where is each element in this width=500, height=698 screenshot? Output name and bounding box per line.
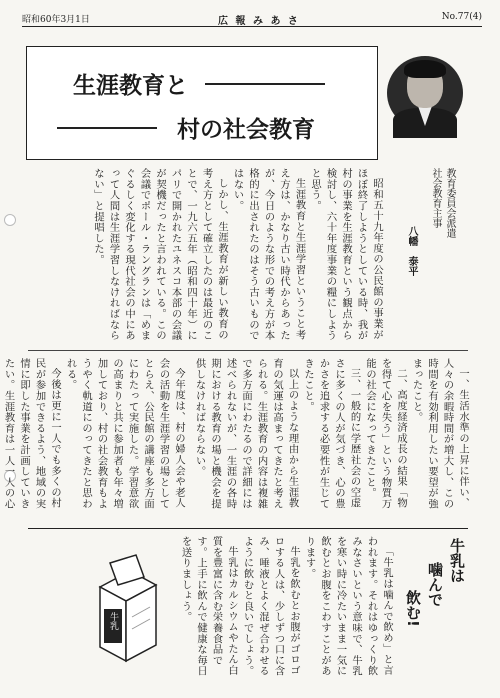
header-issue: No.77(4) — [441, 12, 482, 22]
author-name: 八幡 泰平 — [406, 226, 417, 276]
carton-label: 牛乳 — [108, 612, 118, 630]
paragraph: 一、生活水準の上昇に伴い、人々の余暇時間が増大し、この時間を有効利用したい要望が強まったこと。 — [410, 358, 469, 510]
paragraph: 「牛乳は噛んで飲め」と言われます。それはゆっくり飲みなさいという意味で、牛乳を寒い時に冷たいまま一気に飲むとお腹をこわすことがあります。 — [303, 536, 393, 677]
article-upper-left — [32, 168, 384, 344]
milk-heading-1: 牛乳は — [448, 538, 466, 583]
paragraph: しかし、生涯教育が新しい教育の考え方として確立したのは最近のことで、一九六五年（昭和四十年）にパリで開かれたユネスコ本部の会議が契機だったと言われている。この会議でポール・ラングランは「めまぐるしく変化する現代社会の中にあって人間は生涯学習しなければならない」と提唱した。 — [92, 168, 228, 341]
milk-article — [180, 536, 394, 686]
paragraph: 以上のような理由から生涯教育の気運は高まってきたと考えられる。生涯教育の内容は複雑で多方面にわたるので詳細には述べられないが、一生涯の各時期における教育の場と機会を提供しなければならない。 — [193, 358, 299, 510]
milk-heading-3: 飲む! — [404, 590, 422, 627]
article-title-box — [26, 46, 378, 160]
page-header — [22, 8, 482, 28]
binder-hole-top — [4, 214, 16, 226]
section-divider — [28, 528, 468, 529]
milk-heading-2: 噛んで — [426, 562, 444, 607]
photo-hair — [404, 60, 446, 78]
title-dash-2 — [57, 127, 157, 129]
article-upper-right — [386, 168, 388, 344]
article-lower-right — [2, 358, 186, 518]
milk-carton-illustration — [86, 557, 166, 667]
paragraph: 牛乳はカルシウムやたん白質を豊富に含む栄養食品です。上手に飲んで健康な毎日を送りましょう。 — [179, 536, 238, 677]
title-line-2: 村の社会教育 — [177, 116, 315, 143]
author-photo — [387, 56, 463, 130]
paragraph: 生涯教育と生涯学習ということ考え方は、かなり古い時代からあったが、今日のような形での考え方が本格的に出されたのはそう古いものではない。 — [231, 168, 306, 341]
title-dash-1 — [205, 83, 325, 85]
paragraph: 三、一般的に学歴社会の空虚さに多くの人が気づき、心の豊かさを追求する必要性が生じてきたこと。 — [302, 358, 361, 510]
author-role: 教育委員会派遣 社会教育主事 — [430, 168, 455, 238]
title-line-1: 生涯教育と — [73, 72, 188, 99]
header-rule — [22, 26, 482, 27]
paragraph: 昭和五十九年度の公民館の事業がほぼ終了しようとしている時、我が村の事業を生涯教育という観点から検討し、六十年度事業の糧にしようと思う。 — [309, 168, 383, 341]
article-lower-left — [190, 358, 470, 518]
header-date: 昭和60年3月1日 — [22, 15, 90, 25]
paragraph: 今後は更に一人でも多くの村民が参加できるよう、地域の実情に即した事業を計画していきたい。生涯教育は一人一人の心 — [2, 358, 61, 510]
column-divider — [28, 350, 468, 351]
paragraph: 牛乳を飲むとお腹がゴロゴロする人は、少しずつ口に含み、唾液とよく混ぜ合わせるように飲むと良いでしょう。 — [241, 536, 300, 677]
header-publication: 広 報 み あ さ — [218, 16, 300, 27]
paragraph: 今年度は、村の婦人会や老人会の活動を生涯学習の場としてとらえ、公民館の講座も多方面にわたって実施した。学習意欲の高まりと共に参加者も年々増加しており、村の社会教育もようやく軌道にのってきたと思われる。 — [64, 358, 185, 510]
paragraph: 二、高度経済成長の結果「物を得て心を失う」という物質万能の社会になってきたこと。 — [364, 358, 407, 510]
